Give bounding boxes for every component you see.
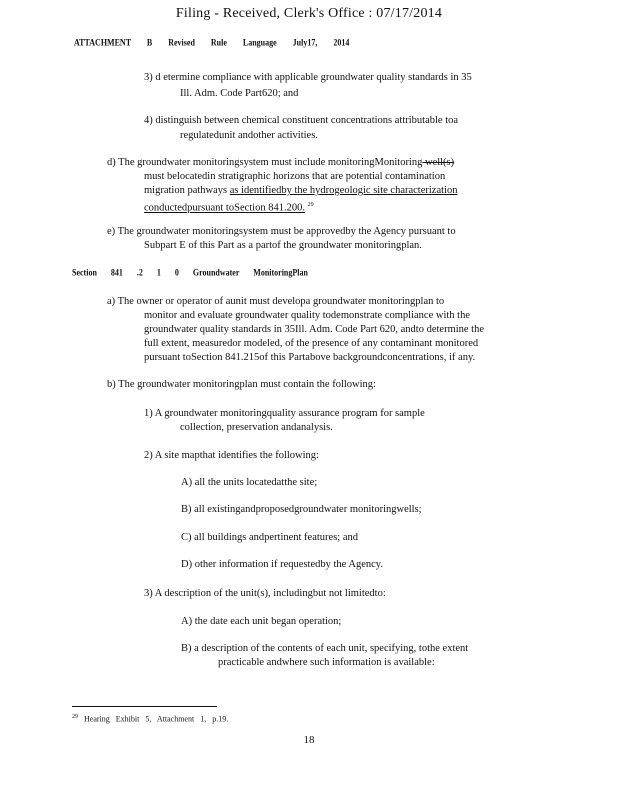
attachment-line: ATTACHMENT B Revised Rule Language July17, 2014 (74, 37, 350, 48)
footnote (72, 714, 228, 724)
para-d-line1 (107, 157, 454, 170)
b3: 3) A description of the unit(s), includingbut not limitedto: (144, 588, 386, 599)
para-a-line5: pursuant toSection 841.215of this Partabove backgroundconcentrations, if any. (144, 352, 476, 363)
b3-B-line1: B) a description of the contents of each unit, specifying, tothe extent (181, 643, 469, 654)
filing-stamp: Filing - Received, Clerk's Office : 07/17/2014 (175, 6, 443, 21)
b2-C: C) all buildings andpertinent features; and (181, 532, 358, 543)
para-d-line3-text: migration pathways (144, 185, 230, 196)
item-d4-line1: 4) distinguish between chemical constituent concentrations attributable toa (144, 115, 459, 126)
para-d-line4 (144, 199, 314, 215)
para-d-line2: must belocatedin stratigraphic horizons that are potential contamination (144, 171, 446, 182)
para-e-line1: e) The groundwater monitoringsystem must be approvedby the Agency pursuant to (107, 226, 456, 237)
struck-text: well(s) (422, 157, 455, 168)
b1-line1: 1) A groundwater monitoringquality assurance program for sample (144, 408, 425, 419)
inserted-text: conductedpursuant toSection 841.200. (144, 202, 305, 214)
b2: 2) A site mapthat identifies the following: (144, 450, 319, 461)
para-d-line3 (144, 185, 457, 198)
b1-line2: collection, preservation andanalysis. (180, 422, 333, 433)
footnote-number: 29 (72, 714, 78, 720)
b3-B-line2: practicable andwhere such information is available: (218, 657, 435, 668)
section-heading: Section 841 .2 1 0 Groundwater MonitoringPlan (72, 267, 308, 278)
footnote-ref: 29 (307, 202, 314, 208)
inserted-text: as identifiedby the hydrogeologic site characterization (229, 185, 458, 196)
para-a-line2: monitor and evaluate groundwater quality todemonstrate compliance with the (144, 310, 470, 321)
b2-A: A) all the units locatedatthe site; (181, 477, 318, 488)
para-a-line1: a) The owner or operator of aunit must developa groundwater monitoringplan to (107, 296, 445, 307)
item-d3-line2: Ill. Adm. Code Part620; and (180, 88, 299, 99)
b3-A: A) the date each unit began operation; (181, 616, 342, 627)
para-a-line4: full extent, measuredor modeled, of the presence of any contaminant monitored (144, 338, 479, 349)
para-e-line2: Subpart E of this Part as a partof the groundwater monitoringplan. (144, 240, 422, 251)
item-d3-line1: 3) d etermine compliance with applicable groundwater quality standards in 35 (144, 72, 472, 83)
page-number: 18 (303, 734, 315, 746)
footnote-divider (72, 706, 217, 707)
b2-D: D) other information if requestedby the Agency. (181, 559, 383, 570)
para-b: b) The groundwater monitoringplan must contain the following: (107, 379, 376, 390)
item-d4-line2: regulatedunit andother activities. (180, 130, 318, 141)
footnote-text: Hearing Exhibit 5, Attachment 1, p.19. (84, 714, 229, 724)
b2-B: B) all existingandproposedgroundwater monitoringwells; (181, 504, 422, 515)
para-a-line3: groundwater quality standards in 35Ill. Adm. Code Part 620, andto determine the (144, 324, 485, 335)
para-d-text: d) The groundwater monitoringsystem must include monitoringMonitoring (107, 157, 423, 168)
